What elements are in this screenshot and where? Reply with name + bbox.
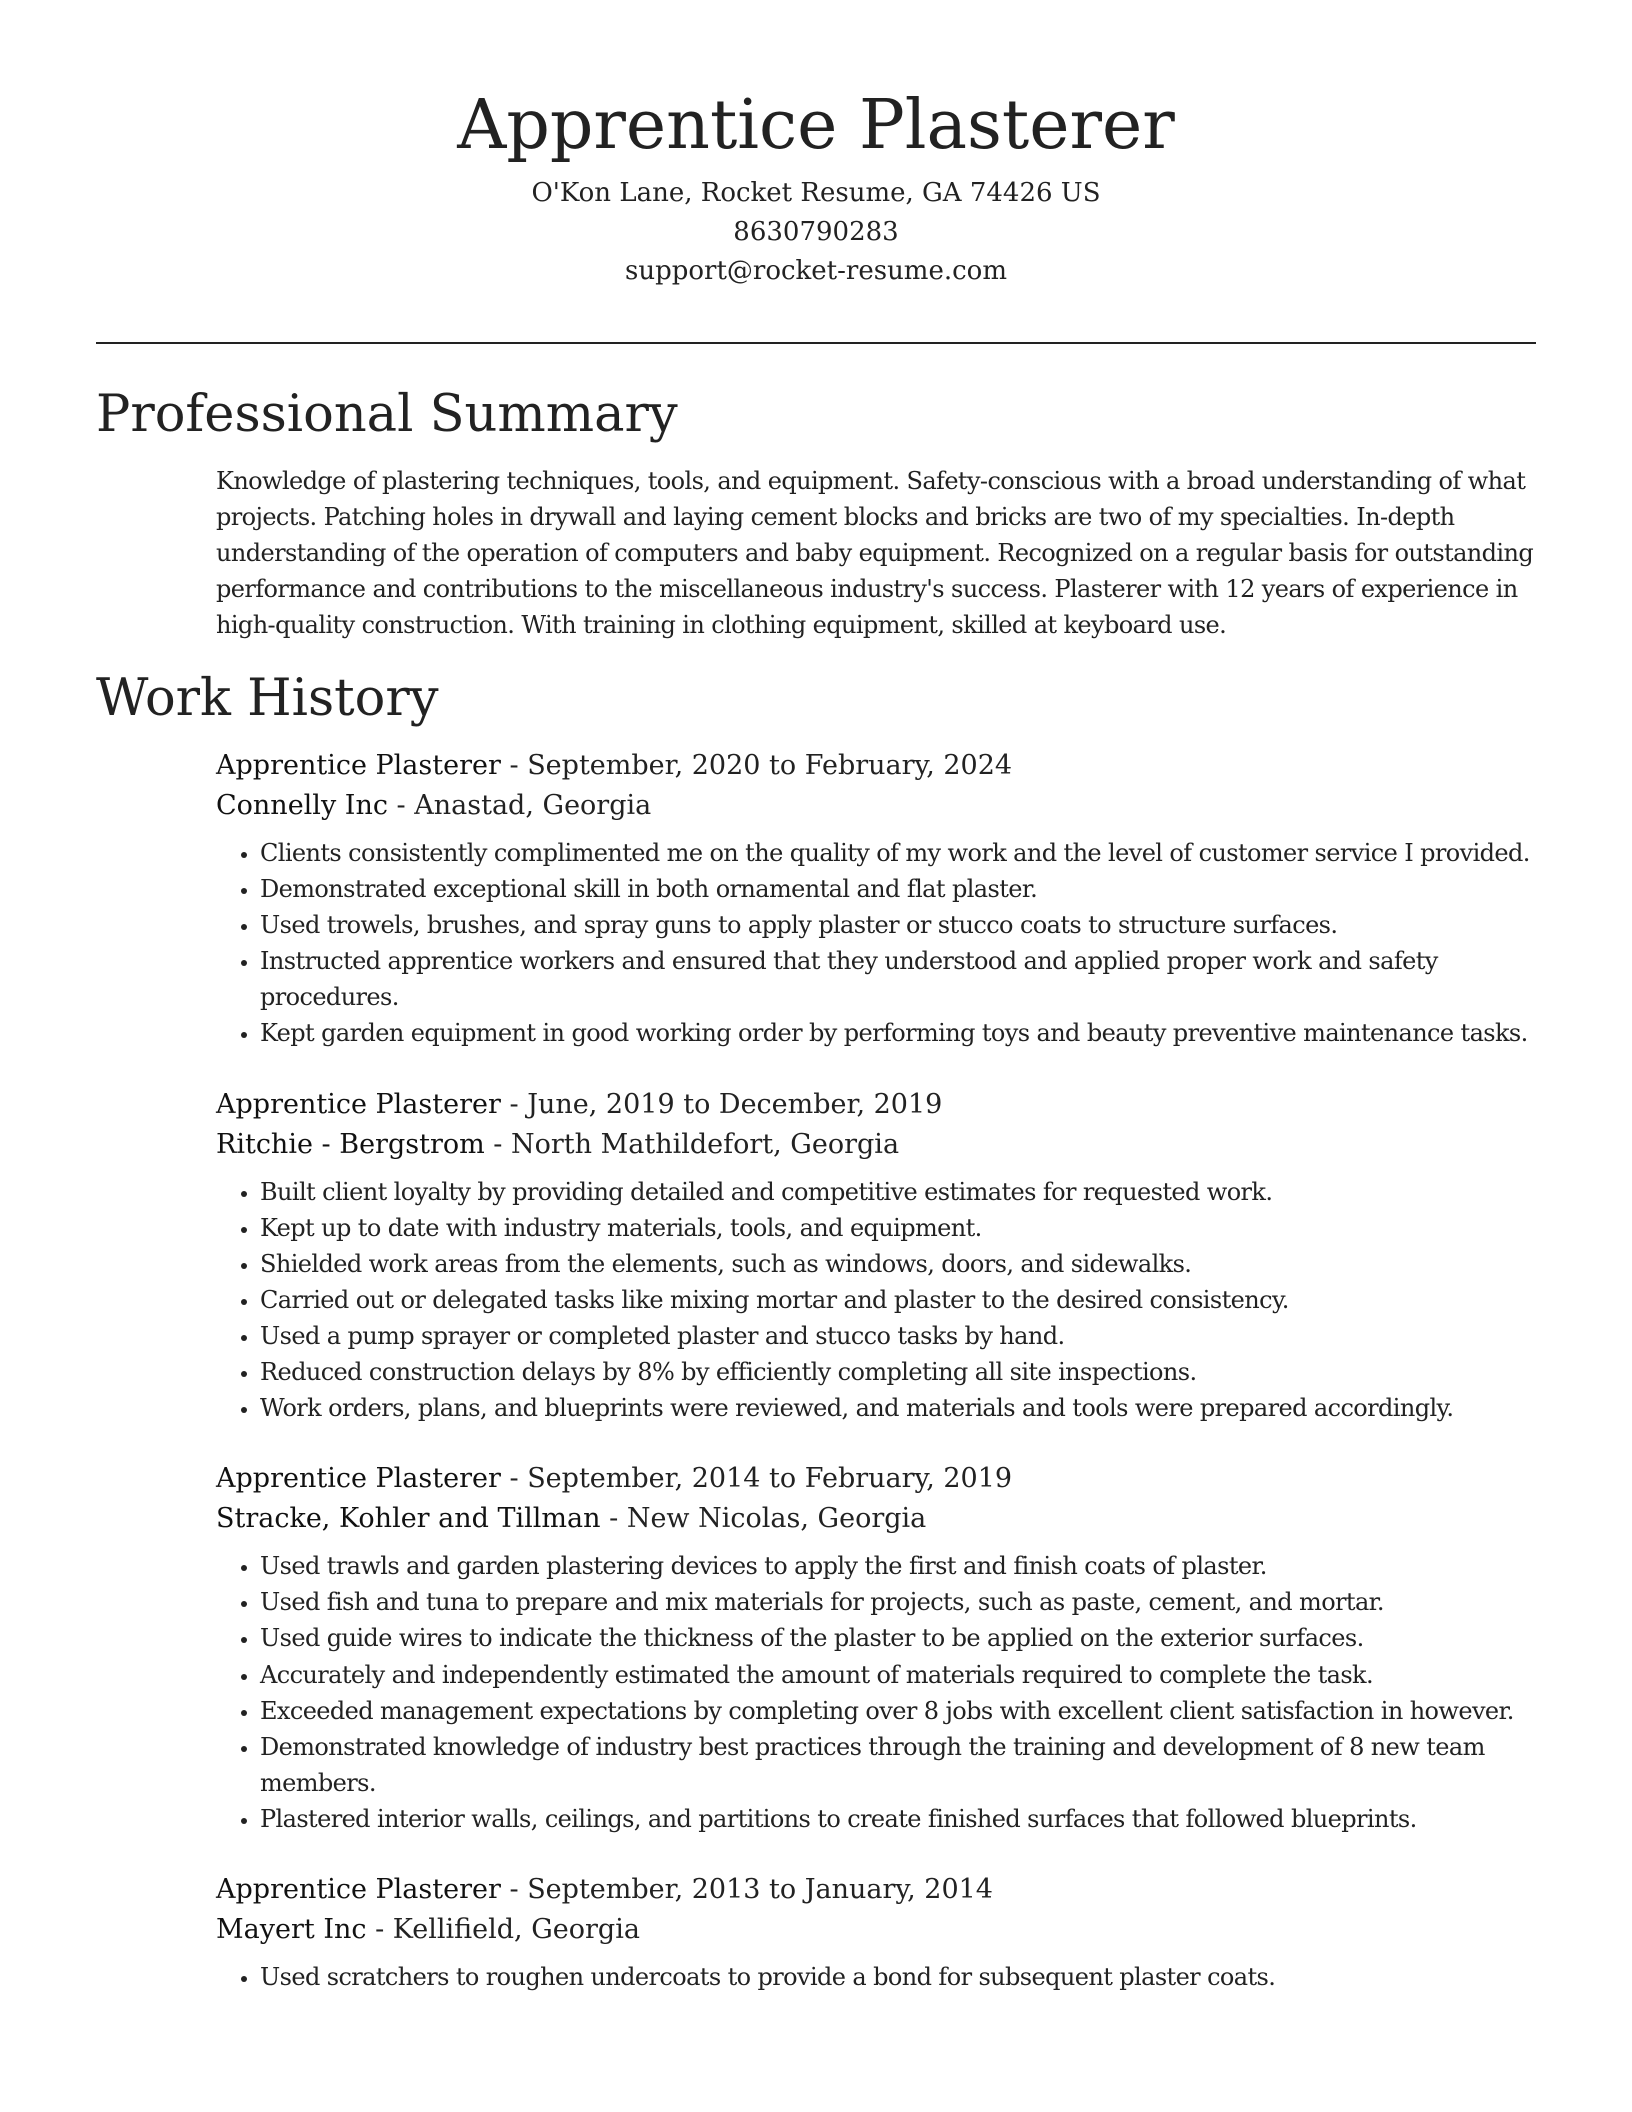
job-location: New Nicolas, Georgia [626,1503,927,1535]
job-bullet: • Exceeded management expectations by completing over 8 jobs with excellent client satisfaction in however. [260,1693,1556,1729]
job-bullet: • Carried out or delegated tasks like mixing mortar and plaster to the desired consistency. [260,1282,1556,1318]
job-entry [216,1459,1556,1837]
job-title-line [216,746,1556,786]
job-bullet: • Work orders, plans, and blueprints were reviewed, and materials and tools were prepared accordingly. [260,1390,1556,1426]
job-location: Anastad, Georgia [414,790,652,821]
job-bullets [216,835,1556,1052]
job-bullet: • Used scratchers to roughen undercoats to provide a bond for subsequent plaster coats. [260,1959,1556,1995]
job-company-line [216,1125,1556,1165]
job-bullet: • Kept up to date with industry materials, tools, and equipment. [260,1210,1556,1246]
job-company: Connelly Inc [216,790,388,821]
job-dates: September, 2014 to February, 2019 [527,1463,1013,1495]
job-company: Stracke, Kohler and Tillman [216,1503,601,1535]
job-bullet: • Used trawls and garden plastering devices to apply the first and finish coats of plaster. [260,1548,1556,1584]
job-title: Apprentice Plasterer [216,1088,501,1120]
job-bullet: • Reduced construction delays by 8% by efficiently completing all site inspections. [260,1354,1556,1390]
job-entry [216,1085,1556,1427]
job-bullet: • Clients consistently complimented me on the quality of my work and the level of customer service I provided. [260,835,1556,871]
job-dates: September, 2020 to February, 2024 [527,750,1013,781]
job-entry [216,746,1556,1052]
job-title-line [216,1085,1556,1125]
job-bullet: • Instructed apprentice workers and ensured that they understood and applied proper work and safety procedures. [260,943,1556,1015]
job-company-line [216,1910,1556,1950]
job-location: North Mathildefort, Georgia [511,1128,900,1160]
job-bullet: • Shielded work areas from the elements, such as windows, doors, and sidewalks. [260,1246,1556,1282]
job-bullet: • Demonstrated knowledge of industry best practices through the training and development of 8 new team members. [260,1729,1556,1801]
job-dates: September, 2013 to January, 2014 [527,1873,993,1905]
summary-heading: Professional Summary [96,385,678,444]
separator: - [500,1873,528,1905]
separator: - [500,1088,528,1120]
job-title: Apprentice Plasterer [216,1873,501,1905]
summary-paragraph: Knowledge of plastering techniques, tools, and equipment. Safety-conscious with a broad understanding of what projects. Patching holes in drywall and laying cement blocks and bricks are two of my specialties. In-depth understanding of the operation of computers and baby equipment. Recognized on a regular basis for outstanding performance and contributions to the miscellaneous industry's success. Plasterer with 12 years of experience in high-quality construction. With training in clothing equipment, skilled at keyboard use. [216,467,1534,640]
job-company-line [216,786,1556,826]
separator: - [366,1913,393,1945]
job-title-line [216,1459,1556,1499]
separator: - [484,1128,512,1160]
contact-email: support@rocket-resume.com [624,256,1007,286]
separator: - [387,790,415,821]
job-bullet: • Used trowels, brushes, and spray guns to apply plaster or stucco coats to structure surfaces. [260,907,1556,943]
job-title: Apprentice Plasterer [216,750,501,781]
job-company: Ritchie - Bergstrom [216,1128,485,1160]
job-bullet: • Used fish and tuna to prepare and mix materials for projects, such as paste, cement, and mortar. [260,1584,1556,1620]
job-bullet: • Plastered interior walls, ceilings, and partitions to create finished surfaces that followed blueprints. [260,1801,1556,1837]
separator: - [500,1463,528,1495]
header-divider [96,342,1536,344]
job-title: Apprentice Plasterer [216,1463,501,1495]
work-history-heading: Work History [96,669,439,728]
job-bullet: • Used guide wires to indicate the thickness of the plaster to be applied on the exterior surfaces. [260,1620,1556,1656]
job-bullets [216,1548,1556,1837]
job-title-line [216,1870,1556,1910]
resume-header [96,78,1536,291]
work-history-list [216,746,1556,2028]
job-company: Mayert Inc [216,1913,367,1945]
separator: - [500,750,528,781]
job-bullet: • Demonstrated exceptional skill in both ornamental and flat plaster. [260,871,1556,907]
contact-address: O'Kon Lane, Rocket Resume, GA 74426 US [531,178,1101,208]
job-dates: June, 2019 to December, 2019 [527,1088,943,1120]
job-bullet: • Built client loyalty by providing detailed and competitive estimates for requested work. [260,1174,1556,1210]
job-bullets [216,1959,1556,1995]
job-bullet: • Kept garden equipment in good working order by performing toys and beauty preventive maintenance tasks. [260,1015,1556,1051]
job-company-line [216,1499,1556,1539]
job-bullet: • Used a pump sprayer or completed plaster and stucco tasks by hand. [260,1318,1556,1354]
job-location: Kellifield, Georgia [392,1913,640,1945]
candidate-name: Apprentice Plasterer [457,86,1175,165]
job-entry [216,1870,1556,1995]
contact-phone: 8630790283 [733,217,899,247]
job-bullet: • Accurately and independently estimated the amount of materials required to complete the task. [260,1657,1556,1693]
job-bullets [216,1174,1556,1427]
separator: - [600,1503,627,1535]
